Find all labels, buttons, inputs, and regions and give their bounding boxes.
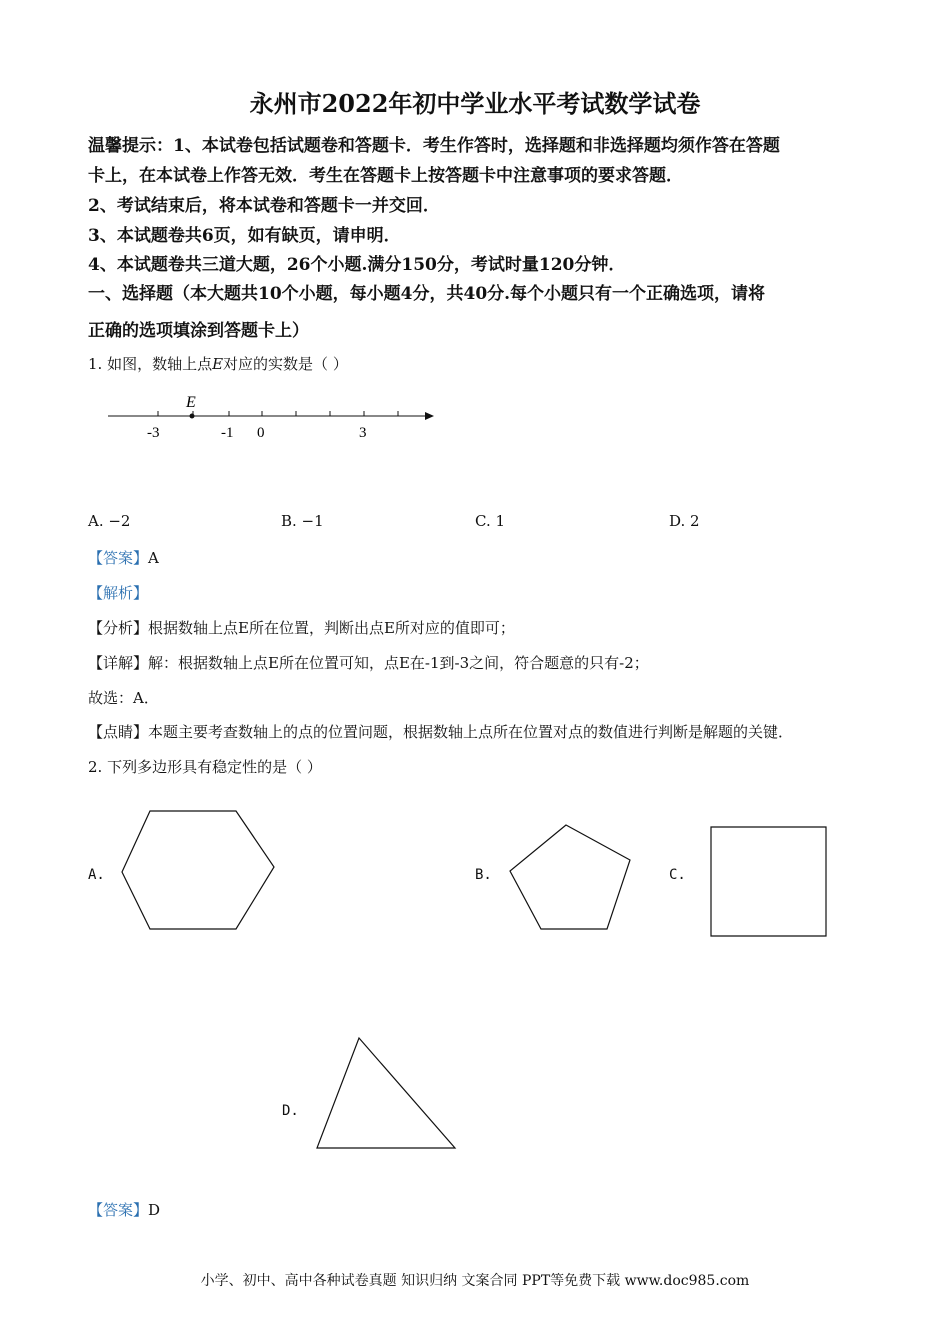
hexagon-figure — [118, 806, 278, 934]
q1-xiangjie-text: 解：根据数轴上点E所在位置可知，点E在-1到-3之间，符合题意的只有-2； — [148, 654, 649, 672]
q2-label-d: D. — [282, 1103, 299, 1119]
q1-option-a: A. −2 — [88, 512, 131, 530]
q1-answer-tag: 【答案】 — [88, 549, 149, 567]
q2-answer — [88, 1199, 160, 1220]
q1-fenxi — [88, 617, 515, 638]
q1-stem-pre: 1. 如图，数轴上点 — [88, 355, 213, 373]
number-line-arrow — [425, 412, 434, 420]
page-title: 永州市2022年初中学业水平考试数学试卷 — [249, 89, 701, 118]
point-e-label: E — [186, 394, 196, 411]
q2-answer-tag: 【答案】 — [88, 1201, 149, 1219]
tick-label-minus-1: -1 — [221, 425, 234, 441]
q1-option-d: D. 2 — [669, 512, 700, 530]
q1-answer — [88, 547, 159, 568]
tick-label-3: 3 — [359, 425, 367, 441]
q1-fenxi-text: 根据数轴上点E所在位置，判断出点E所对应的值即可； — [148, 619, 515, 637]
section-heading-line-2: 正确的选项填涂到答题卡上） — [88, 321, 309, 341]
q2-answer-value: D — [148, 1201, 161, 1219]
q1-stem-post: 对应的实数是（ ） — [223, 355, 348, 373]
q2-label-c: C. — [669, 867, 686, 883]
q1-guxuan: 故选：A． — [88, 689, 159, 707]
point-e — [190, 414, 195, 419]
q1-dianjing-text: 本题主要考查数轴上的点的位置问题，根据数轴上点所在位置对点的数值进行判断是解题的关键． — [148, 723, 794, 741]
tick-label-0: 0 — [257, 425, 265, 441]
q1-answer-value: A — [148, 549, 159, 567]
tick-label-minus-3: -3 — [147, 425, 160, 441]
q1-stem-var: E — [212, 355, 224, 373]
square-figure — [707, 823, 831, 941]
q2-label-a: A. — [88, 867, 105, 883]
q1-option-b: B. −1 — [281, 512, 324, 530]
notice-line-3: 2、考试结束后，将本试卷和答题卡一并交回． — [88, 196, 440, 216]
notice-line-4: 3、本试题卷共6页，如有缺页，请申明． — [88, 226, 401, 246]
q1-stem — [88, 353, 348, 374]
number-line-figure — [100, 388, 445, 448]
q2-stem: 2. 下列多边形具有稳定性的是（ ） — [88, 758, 322, 776]
q1-analysis-tag: 【解析】 — [88, 584, 149, 602]
q1-option-c: C. 1 — [475, 512, 506, 530]
q1-xiangjie — [88, 652, 649, 673]
section-heading-line-1: 一、选择题（本大题共10个小题，每小题4分，共40分.每个小题只有一个正确选项，请将 — [88, 284, 766, 304]
q1-xiangjie-tag: 【详解】 — [88, 654, 149, 672]
q2-label-b: B. — [475, 867, 492, 883]
pentagon-figure — [505, 820, 635, 934]
q1-dianjing-tag: 【点睛】 — [88, 723, 149, 741]
q1-fenxi-tag: 【分析】 — [88, 619, 149, 637]
hexagon-shape — [122, 811, 274, 929]
pentagon-shape — [510, 825, 630, 929]
page-footer: 小学、初中、高中各种试卷真题 知识归纳 文案合同 PPT等免费下载 www.doc985.com — [200, 1273, 750, 1289]
notice-line-1: 温馨提示：1、本试卷包括试题卷和答题卡．考生作答时，选择题和非选择题均须作答在答题 — [88, 136, 780, 156]
triangle-shape — [317, 1038, 455, 1148]
square-shape — [711, 827, 826, 936]
notice-line-2: 卡上，在本试卷上作答无效．考生在答题卡上按答题卡中注意事项的要求答题． — [88, 166, 683, 186]
triangle-figure — [312, 1034, 460, 1154]
q1-dianjing — [88, 721, 793, 742]
notice-line-5: 4、本试题卷共三道大题，26个小题.满分150分，考试时量120分钟． — [88, 255, 626, 275]
